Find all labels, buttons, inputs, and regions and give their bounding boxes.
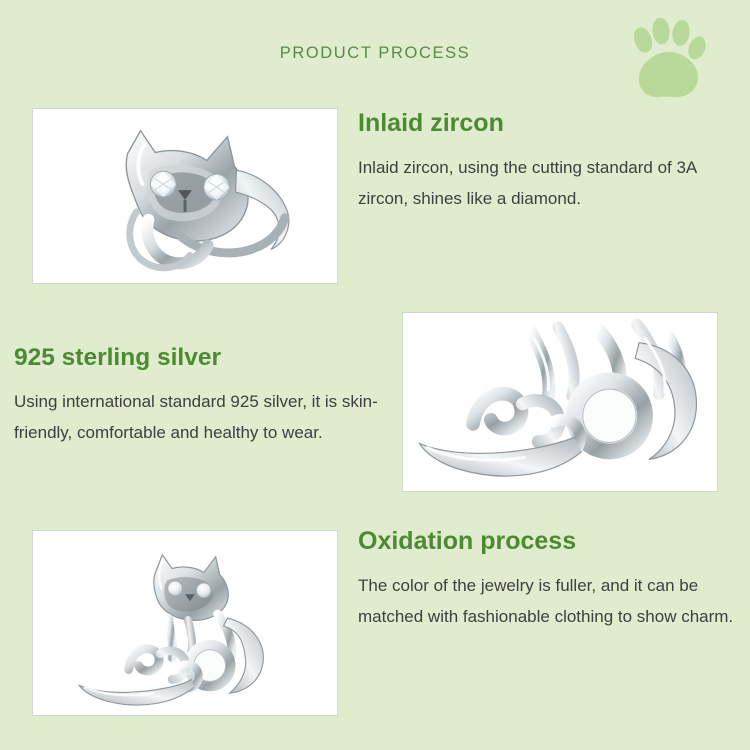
product-image-zircon xyxy=(32,108,338,284)
cat-pendant-full-illustration xyxy=(33,531,337,715)
cat-pendant-zircon-illustration xyxy=(33,109,337,283)
section-body: The color of the jewelry is fuller, and it can be matched with fashionable clothing to show charm. xyxy=(358,575,734,626)
section-oxidation-process xyxy=(358,528,738,632)
section-title: Oxidation process xyxy=(358,527,577,555)
paw-print-icon xyxy=(626,18,712,106)
section-body: Inlaid zircon, using the cutting standard of 3A zircon, shines like a diamond. xyxy=(358,157,697,208)
page-title: PRODUCT PROCESS xyxy=(279,44,471,62)
section-title: Inlaid zircon xyxy=(358,109,504,137)
section-body: Using international standard 925 silver, it is skin-friendly, comfortable and healthy to wear. xyxy=(14,391,378,443)
product-image-silver xyxy=(402,312,718,492)
cat-pendant-silver-illustration xyxy=(403,313,717,491)
product-image-full xyxy=(32,530,338,716)
section-inlaid-zircon xyxy=(358,110,730,214)
section-title: 925 sterling silver xyxy=(14,344,222,371)
section-sterling-silver xyxy=(14,345,404,449)
